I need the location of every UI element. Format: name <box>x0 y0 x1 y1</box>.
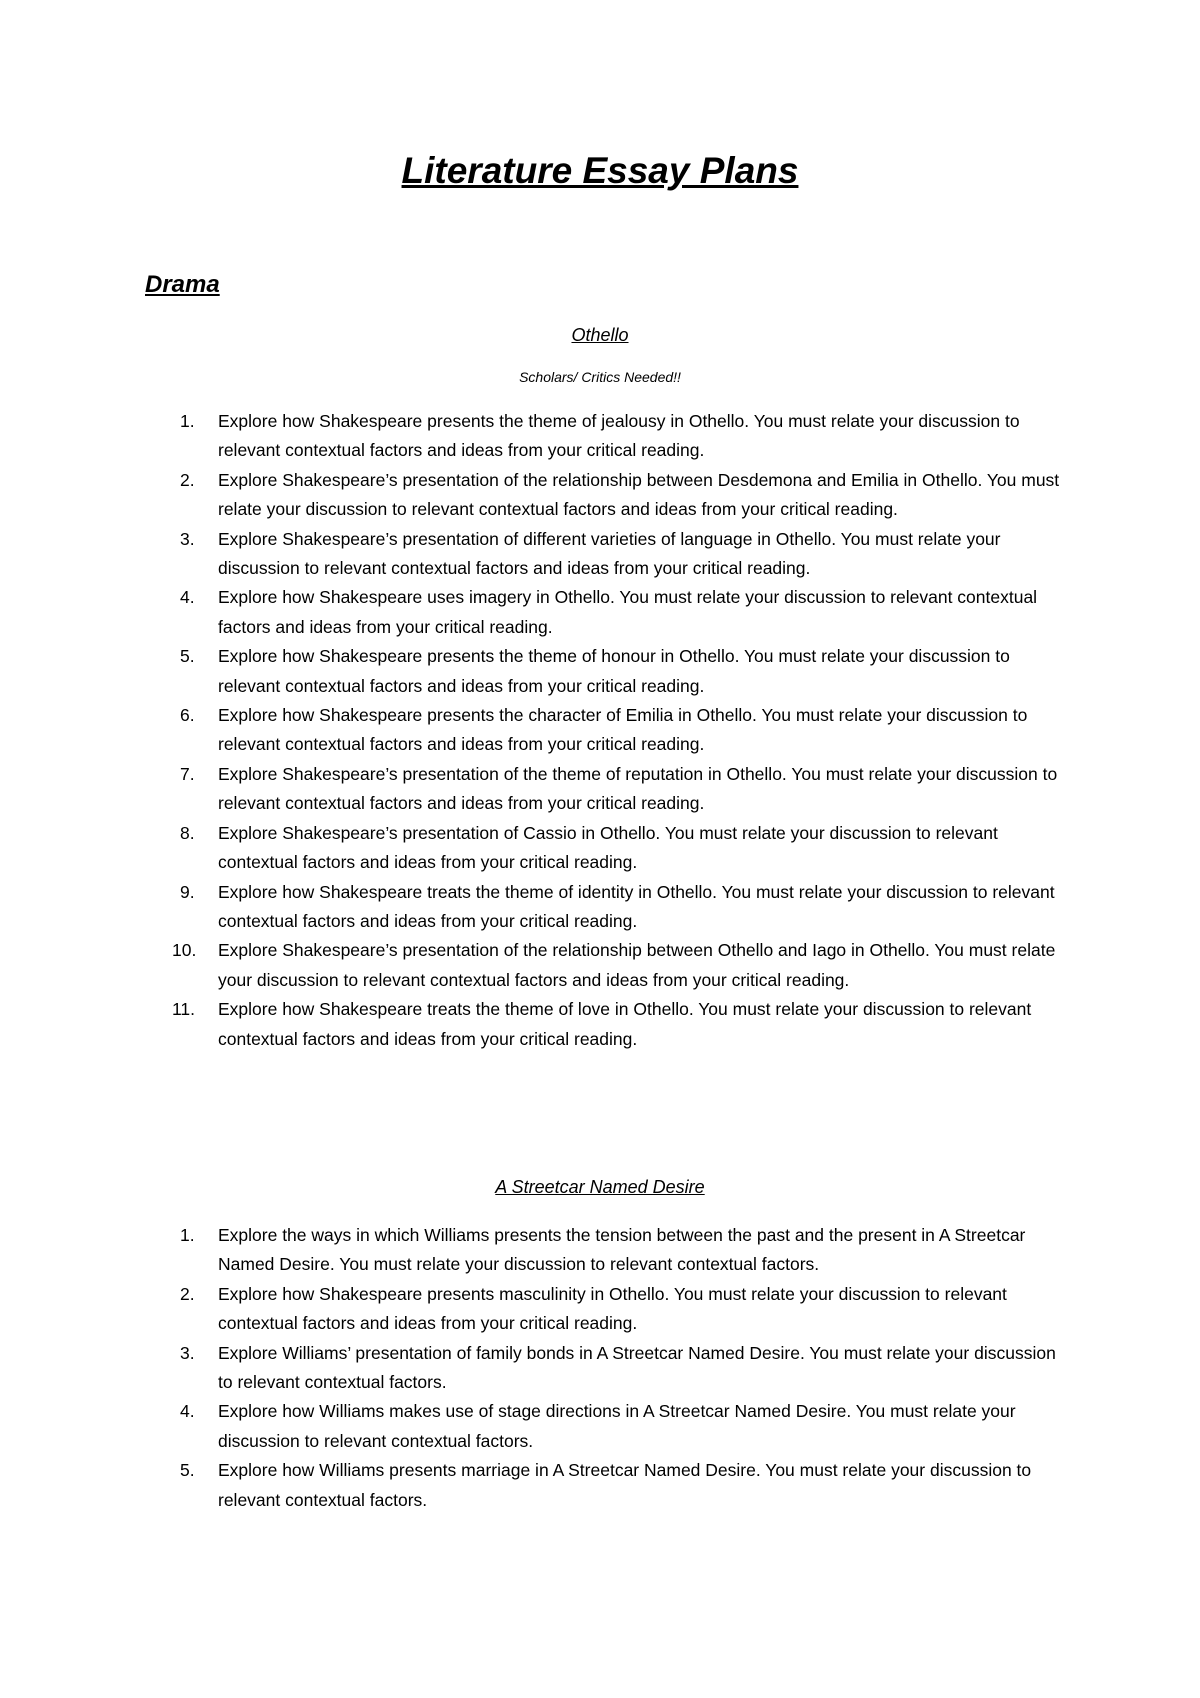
question-text: Explore how Shakespeare treats the theme of love in Othello. You must relate your discussion to relevant contextual factors and ideas from your critical reading. <box>218 999 1032 1049</box>
question-number: 1. <box>180 411 195 431</box>
question-text: Explore Shakespeare’s presentation of Cassio in Othello. You must relate your discussion to relevant contextual factors and ideas from your critical reading. <box>218 822 998 873</box>
question-number: 4. <box>180 1401 195 1422</box>
question-number: 8. <box>180 822 195 843</box>
question-item <box>0 1280 1200 1339</box>
question-text: Explore how Shakespeare presents the theme of honour in Othello. You must relate your discussion to relevant contextual factors and ideas from your critical reading. <box>218 646 1010 696</box>
question-item <box>0 1339 1200 1398</box>
question-item <box>0 878 1200 937</box>
question-item <box>0 1221 1200 1280</box>
question-item <box>0 583 1200 642</box>
play-title-streetcar: A Streetcar Named Desire <box>495 1177 705 1197</box>
streetcar-question-list <box>0 1221 1200 1515</box>
question-number: 11. <box>172 999 196 1020</box>
question-number: 7. <box>180 763 195 784</box>
question-item <box>0 819 1200 878</box>
question-text: Explore how Shakespeare presents masculinity in Othello. You must relate your discussion to relevant contextual factors and ideas from your critical reading. <box>218 1283 1007 1334</box>
question-item <box>0 760 1200 819</box>
question-text: Explore how Shakespeare uses imagery in Othello. You must relate your discussion to relevant contextual factors and ideas from your critical reading. <box>218 587 1038 637</box>
document-title: Literature Essay Plans <box>401 150 799 191</box>
question-number: 3. <box>180 528 195 549</box>
question-item <box>0 995 1200 1054</box>
section-heading-drama: Drama <box>145 271 220 298</box>
question-text: Explore how Williams presents marriage in A Streetcar Named Desire. You must relate your discussion to relevant contextual factors. <box>218 1460 1032 1510</box>
question-number: 3. <box>180 1342 195 1363</box>
question-text: Explore Shakespeare’s presentation of different varieties of language in Othello. You must relate your discussion to relevant contextual factors and ideas from your critical reading. <box>218 528 1001 579</box>
question-number: 2. <box>180 1283 195 1304</box>
question-text: Explore how Williams makes use of stage directions in A Streetcar Named Desire. You must relate your discussion to relevant contextual factors. <box>218 1401 1016 1451</box>
othello-question-list <box>0 407 1200 1054</box>
question-number: 10. <box>172 940 197 961</box>
play-title-othello: Othello <box>571 325 629 345</box>
question-text: Explore Shakespeare’s presentation of the relationship between Othello and Iago in Othello. You must relate your discussion to relevant contextual factors and ideas from your critical reading. <box>218 940 1056 990</box>
question-text: Explore how Shakespeare treats the theme of identity in Othello. You must relate your discussion to relevant contextual factors and ideas from your critical reading. <box>218 881 1055 931</box>
question-number: 5. <box>180 1460 195 1481</box>
question-text: Explore Shakespeare’s presentation of the theme of reputation in Othello. You must relate your discussion to relevant contextual factors and ideas from your critical reading. <box>218 763 1058 814</box>
question-item <box>0 1456 1200 1515</box>
question-item <box>0 701 1200 760</box>
question-item <box>0 525 1200 584</box>
question-number: 9. <box>180 881 195 902</box>
question-number: 5. <box>180 646 195 667</box>
question-number: 4. <box>180 587 195 608</box>
question-item <box>0 642 1200 701</box>
question-text: Explore Williams’ presentation of family bonds in A Streetcar Named Desire. You must relate your discussion to relevant contextual factors. <box>218 1342 1056 1393</box>
question-text: Explore how Shakespeare presents the theme of jealousy in Othello. You must relate your discussion to relevant contextual factors and ideas from your critical reading. <box>218 411 1020 461</box>
question-item <box>0 466 1200 525</box>
question-text: Explore how Shakespeare presents the character of Emilia in Othello. You must relate your discussion to relevant contextual factors and ideas from your critical reading. <box>218 705 1028 755</box>
critics-note: Scholars/ Critics Needed!! <box>519 369 681 385</box>
question-item <box>0 407 1200 466</box>
question-number: 2. <box>180 469 195 490</box>
question-item <box>0 936 1200 995</box>
question-item <box>0 1397 1200 1456</box>
question-number: 1. <box>180 1225 195 1245</box>
question-text: Explore the ways in which Williams presents the tension between the past and the present in A Streetcar Named Desire. You must relate your discussion to relevant contextual factors. <box>218 1225 1026 1275</box>
question-number: 6. <box>180 705 195 726</box>
question-text: Explore Shakespeare’s presentation of the relationship between Desdemona and Emilia in Othello. You must relate your discussion to relevant contextual factors and ideas from your critical reading. <box>218 469 1060 520</box>
